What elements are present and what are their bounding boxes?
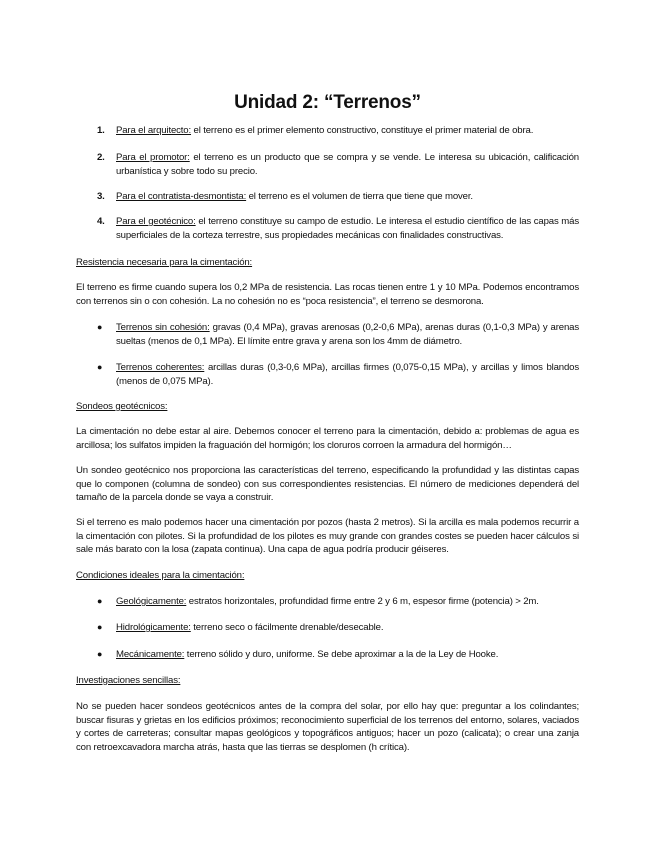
paragraph-sondeos-1: La cimentación no debe estar al aire. Debemos conocer el terreno para la cimentación, debido a: problemas de agua es arcillosa; los sulfatos impiden la fraguación del hormigón; los cloruros corroen la armadura del hormigón… (76, 426, 579, 451)
list-number: 2. (97, 152, 105, 163)
bullet-item (97, 321, 579, 348)
section-heading-investigaciones: Investigaciones sencillas: (76, 675, 181, 686)
list-item (97, 190, 579, 204)
item-label: Hidrológicamente: (116, 622, 191, 633)
item-text: gravas (0,4 MPa), gravas arenosas (0,2-0,6 MPa), arenas duras (0,1-0,3 MPa) y arenas sueltas (menos de 0,1 MPa). El límite entre grava y arena son los 4mm de diámetro. (116, 322, 579, 347)
list-number: 4. (97, 216, 105, 227)
list-number: 3. (97, 191, 105, 202)
paragraph-investigaciones: No se pueden hacer sondeos geotécnicos antes de la compra del solar, por ello hay que: preguntar a los colindantes; buscar fisuras y grietas en los edificios próximos; reconocimiento superficial de los terrenos del entorno, solares, vaciados y cortes de carreteras; consultar mapas geológicos y topográficos antiguos; hacer un pozo (calicata); o crear una zanja con retroexcavadora marcha atrás, hasta que las tierras se desplomen (h crítica). (76, 701, 579, 754)
list-item (97, 124, 579, 138)
section-heading-sondeos: Sondeos geotécnicos: (76, 401, 168, 412)
bullet-icon: ● (97, 622, 103, 632)
bullet-item (97, 595, 579, 609)
item-label: Para el geotécnico: (116, 216, 196, 227)
item-text: el terreno constituye su campo de estudio. Le interesa el estudio científico de las capas más superficiales de la corteza terrestre, sus propiedades mecánicas con finalidades constructivas. (116, 216, 579, 241)
item-label: Terrenos sin cohesión: (116, 322, 210, 333)
bullet-icon: ● (97, 362, 103, 372)
item-text: el terreno es el volumen de tierra que tiene que mover. (246, 191, 473, 202)
paragraph-sondeos-3: Si el terreno es malo podemos hacer una cimentación por pozos (hasta 2 metros). Si la arcilla es mala podemos recurrir a la cimentación con pilotes. Si la profundidad de los pilotes es muy grande con grandes costes se pueden hacer cálculos si sale más barato con la losa (zapata continua). Una capa de agua podría producir géiseres. (76, 517, 579, 556)
item-text: estratos horizontales, profundidad firme entre 2 y 6 m, espesor firme (potencia) > 2m. (186, 596, 539, 607)
item-text: arcillas duras (0,3-0,6 MPa), arcillas firmes (0,075-0,15 MPa), y arcillas y limos blandos (menos de 0,075 MPa). (116, 362, 579, 387)
item-text: terreno sólido y duro, uniforme. Se debe aproximar a la de la Ley de Hooke. (184, 649, 499, 660)
item-label: Para el contratista-desmontista: (116, 191, 247, 202)
list-item (97, 215, 579, 242)
section-heading-condiciones: Condiciones ideales para la cimentación: (76, 570, 245, 581)
section-heading-resistencia: Resistencia necesaria para la cimentación: (76, 257, 253, 268)
bullet-item (97, 648, 579, 662)
page-title: Unidad 2: “Terrenos” (234, 92, 421, 113)
item-label: Para el arquitecto: (116, 125, 192, 136)
item-text: terreno seco o fácilmente drenable/desecable. (190, 622, 384, 633)
list-item (97, 151, 579, 178)
item-label: Para el promotor: (116, 152, 190, 163)
item-text: el terreno es un producto que se compra y se vende. Le interesa su ubicación, calificación urbanística y sobre todo su precio. (116, 152, 579, 177)
paragraph-resistencia: El terreno es firme cuando supera los 0,2 MPa de resistencia. Las rocas tienen entre 1 y 10 MPa. Podemos encontramos con terrenos sin o con cohesión. La no cohesión no es “poca resistencia”, el terreno se desmorona. (76, 282, 579, 307)
bullet-item (97, 621, 579, 635)
item-label: Mecánicamente: (116, 649, 185, 660)
bullet-icon: ● (97, 596, 103, 606)
bullet-icon: ● (97, 322, 103, 332)
item-text: el terreno es el primer elemento constructivo, constituye el primer material de obra. (191, 125, 534, 136)
item-label: Geológicamente: (116, 596, 187, 607)
paragraph-sondeos-2: Un sondeo geotécnico nos proporciona las características del terreno, especificando la profundidad y las distintas capas que lo componen (columna de sondeo) con sus correspondientes resistencias. El número de mediciones dependerá del tamaño de la parcela donde se vaya a construir. (76, 465, 579, 504)
bullet-item (97, 361, 579, 388)
list-number: 1. (97, 125, 105, 136)
item-label: Terrenos coherentes: (116, 362, 205, 373)
bullet-icon: ● (97, 649, 103, 659)
